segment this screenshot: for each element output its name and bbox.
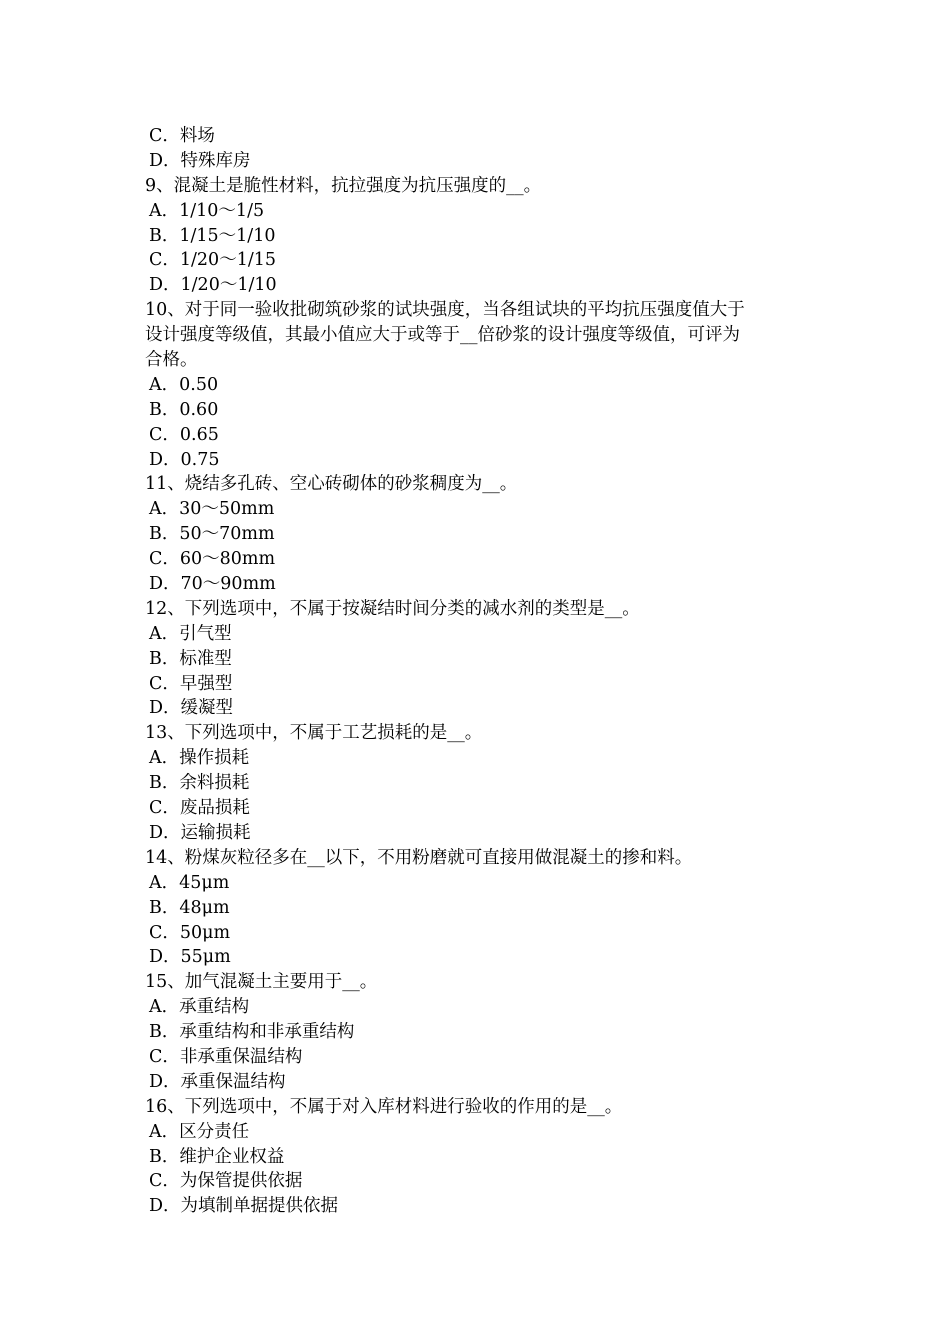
document-page [145,124,815,1219]
answer-option: D．为填制单据提供依据 [149,1196,339,1217]
question-text: 13、下列选项中，不属于工艺损耗的是__。 [145,723,483,744]
answer-option: B．1/15～1/10 [149,225,276,246]
answer-option: D．1/20～1/10 [149,275,277,296]
answer-option: C．1/20～1/15 [149,250,276,271]
answer-option: D．运输损耗 [149,822,251,843]
question-text: 16、下列选项中，不属于对入库材料进行验收的作用的是__。 [145,1096,623,1117]
answer-option: B．48μm [149,897,230,918]
answer-option: A．承重结构 [149,997,250,1018]
answer-option: C．料场 [149,126,215,146]
answer-option: A．45μm [149,872,230,893]
answer-option: A．区分责任 [149,1121,250,1142]
question-text: 14、粉煤灰粒径多在__以下，不用粉磨就可直接用做混凝土的掺和料。 [145,847,693,868]
answer-option: A．引气型 [149,623,232,644]
answer-option: D．特殊库房 [149,150,251,171]
answer-option: C．早强型 [149,673,233,694]
question-text: 设计强度等级值，其最小值应大于或等于__倍砂浆的设计强度等级值，可评为 [145,325,740,346]
answer-option: A．30～50mm [149,499,275,520]
answer-option: C．50μm [149,922,231,943]
answer-option: B．承重结构和非承重结构 [149,1022,355,1043]
answer-option: C．60～80mm [149,549,276,570]
answer-option: B．50～70mm [149,524,275,545]
answer-option: D．0.75 [149,449,220,470]
answer-option: A．1/10～1/5 [149,200,265,221]
question-text: 合格。 [145,350,198,371]
question-text: 12、下列选项中，不属于按凝结时间分类的减水剂的类型是__。 [145,598,640,619]
answer-option: D．55μm [149,947,231,968]
answer-option: A．0.50 [149,374,219,395]
question-text: 15、加气混凝土主要用于__。 [145,972,378,993]
question-text: 10、对于同一验收批砌筑砂浆的试块强度，当各组试块的平均抗压强度值大于 [145,300,745,321]
answer-option: D．缓凝型 [149,698,234,719]
answer-option: C．为保管提供依据 [149,1171,303,1192]
answer-option: B．余料损耗 [149,773,250,794]
answer-option: D．承重保温结构 [149,1071,286,1092]
answer-option: C．废品损耗 [149,798,250,819]
answer-option: B．0.60 [149,399,219,420]
answer-option: A．操作损耗 [149,748,250,769]
question-text: 11、烧结多孔砖、空心砖砌体的砂浆稠度为__。 [145,474,518,495]
answer-option: C．0.65 [149,424,219,445]
answer-option: B．标准型 [149,648,232,669]
question-text: 9、混凝土是脆性材料，抗拉强度为抗压强度的__。 [145,175,542,196]
answer-option: C．非承重保温结构 [149,1046,303,1067]
answer-option: D．70～90mm [149,574,276,595]
answer-option: B．维护企业权益 [149,1146,285,1167]
document-body [145,124,815,1219]
